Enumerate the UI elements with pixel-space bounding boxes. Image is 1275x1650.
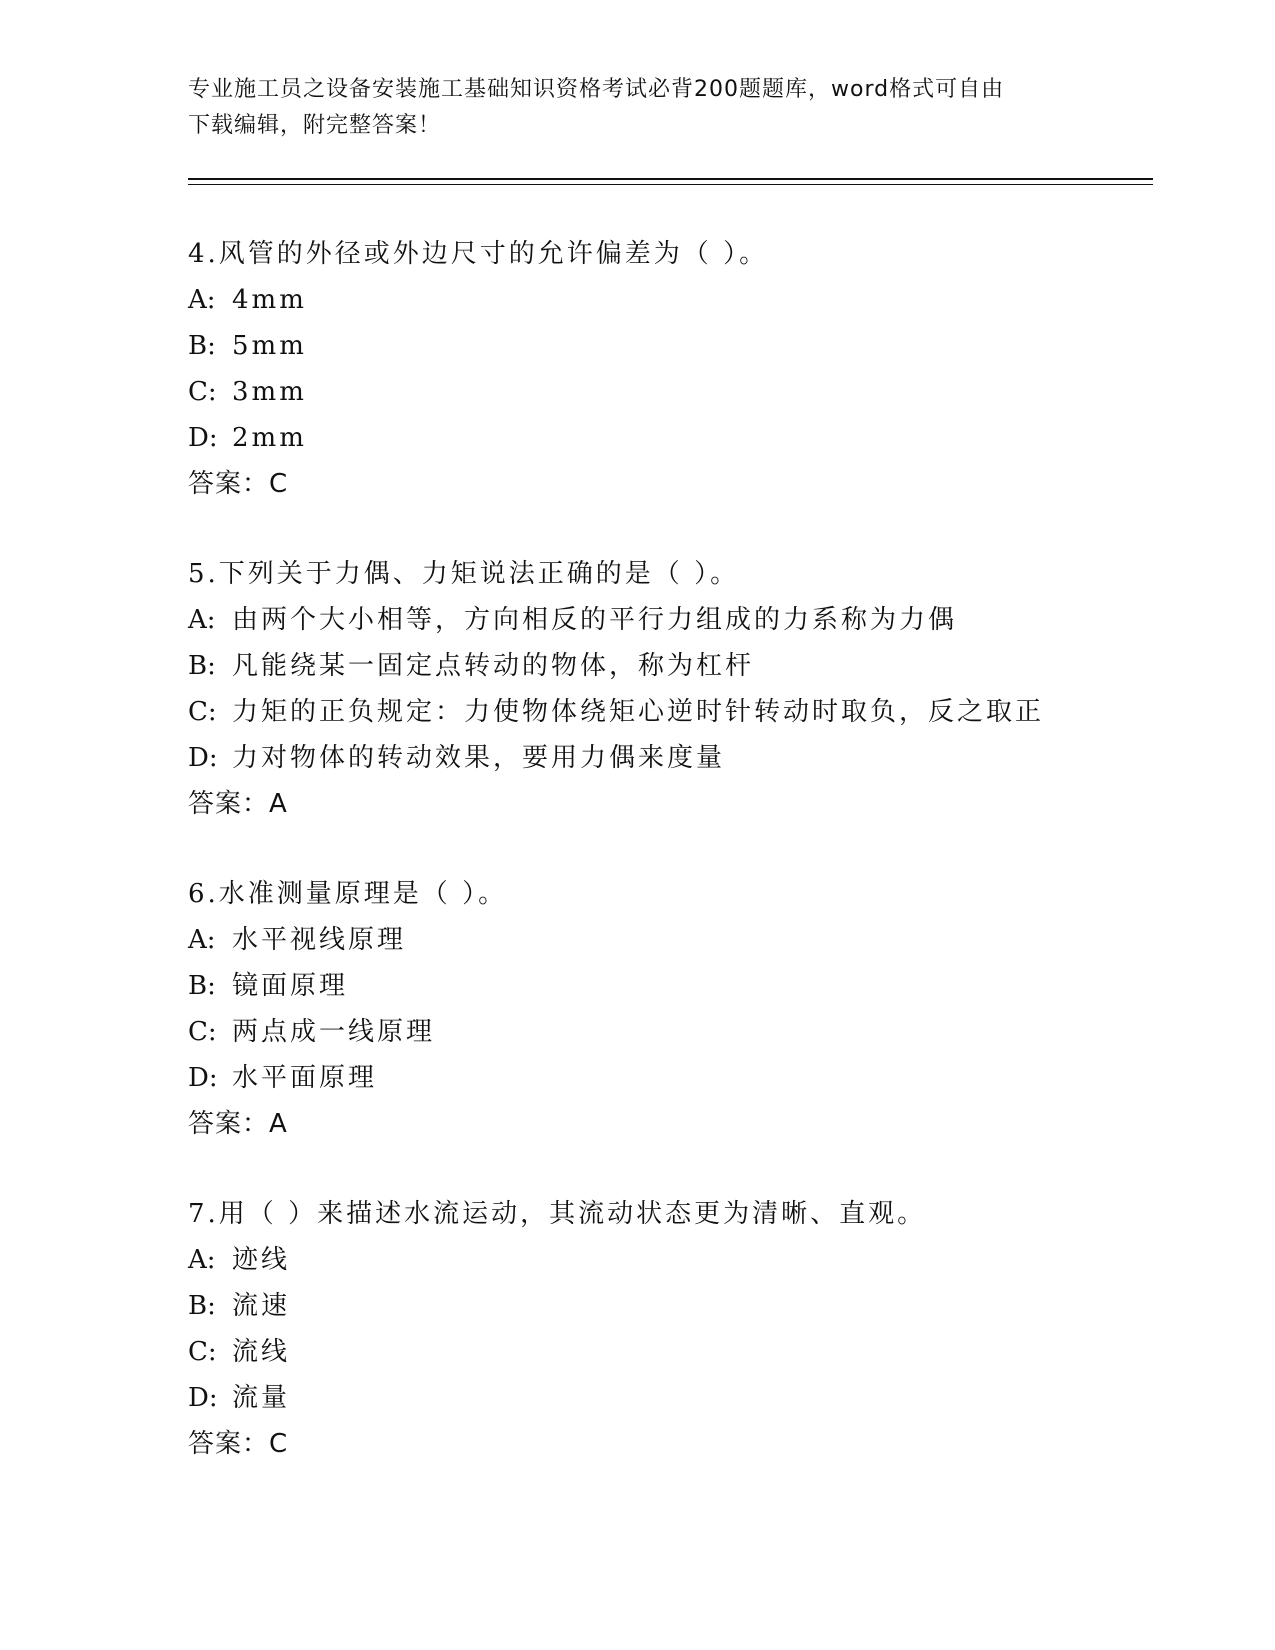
answer-line: 答案：A (188, 789, 288, 819)
option-text: 水平面原理 (232, 1063, 378, 1093)
option-key: A: (188, 1245, 216, 1275)
option-text: 水平视线原理 (232, 925, 407, 955)
answer-line: 答案：A (188, 1109, 288, 1139)
option-a (188, 604, 1148, 636)
option-text: 2mm (232, 423, 307, 453)
option-b (188, 330, 1148, 362)
option-text: 力矩的正负规定：力使物体绕矩心逆时针转动时取负，反之取正 (232, 697, 1045, 727)
header-rule-thick (188, 178, 1153, 180)
question-block (188, 878, 1148, 1140)
option-text: 迹线 (232, 1245, 291, 1275)
option-c (188, 1336, 1148, 1368)
question-title: 4.风管的外径或外边尺寸的允许偏差为（ ）。 (188, 239, 769, 269)
option-key: C: (188, 1017, 217, 1047)
option-key: B: (188, 1291, 216, 1321)
option-text: 4mm (232, 285, 307, 315)
option-c (188, 696, 1148, 728)
option-text: 5mm (232, 331, 307, 361)
option-b (188, 1290, 1148, 1322)
option-c (188, 1016, 1148, 1048)
option-text: 流量 (232, 1383, 291, 1413)
option-d (188, 422, 1148, 454)
option-a (188, 284, 1148, 316)
option-key: A: (188, 605, 216, 635)
option-text: 镜面原理 (232, 971, 349, 1001)
question-title: 7.用（ ）来描述水流运动，其流动状态更为清晰、直观。 (188, 1199, 927, 1229)
document-header (188, 72, 1068, 144)
option-d (188, 1382, 1148, 1414)
header-line-1: 专业施工员之设备安装施工基础知识资格考试必背200题题库，word格式可自由 (188, 77, 1005, 102)
option-key: A: (188, 925, 216, 955)
option-key: D: (188, 423, 218, 453)
question-title: 5.下列关于力偶、力矩说法正确的是（ ）。 (188, 559, 740, 589)
option-key: B: (188, 651, 216, 681)
option-text: 由两个大小相等，方向相反的平行力组成的力系称为力偶 (232, 605, 958, 635)
option-c (188, 376, 1148, 408)
option-key: A: (188, 285, 216, 315)
option-b (188, 650, 1148, 682)
option-key: D: (188, 1063, 218, 1093)
question-block (188, 558, 1148, 820)
option-a (188, 1244, 1148, 1276)
option-key: D: (188, 1383, 218, 1413)
option-d (188, 742, 1148, 774)
option-key: D: (188, 743, 218, 773)
option-text: 流线 (232, 1337, 291, 1367)
option-key: C: (188, 697, 217, 727)
option-text: 两点成一线原理 (232, 1017, 436, 1047)
option-key: B: (188, 331, 216, 361)
option-key: C: (188, 377, 217, 407)
answer-line: 答案：C (188, 1429, 289, 1459)
question-block (188, 238, 1148, 500)
question-title: 6.水准测量原理是（ ）。 (188, 879, 508, 909)
option-text: 流速 (232, 1291, 291, 1321)
option-key: C: (188, 1337, 217, 1367)
option-text: 3mm (232, 377, 307, 407)
option-a (188, 924, 1148, 956)
header-line-2: 下载编辑，附完整答案！ (188, 113, 442, 138)
header-rule-thin (188, 184, 1153, 185)
option-b (188, 970, 1148, 1002)
answer-line: 答案：C (188, 469, 289, 499)
option-text: 力对物体的转动效果，要用力偶来度量 (232, 743, 726, 773)
option-text: 凡能绕某一固定点转动的物体，称为杠杆 (232, 651, 755, 681)
option-d (188, 1062, 1148, 1094)
option-key: B: (188, 971, 216, 1001)
question-block (188, 1198, 1148, 1460)
